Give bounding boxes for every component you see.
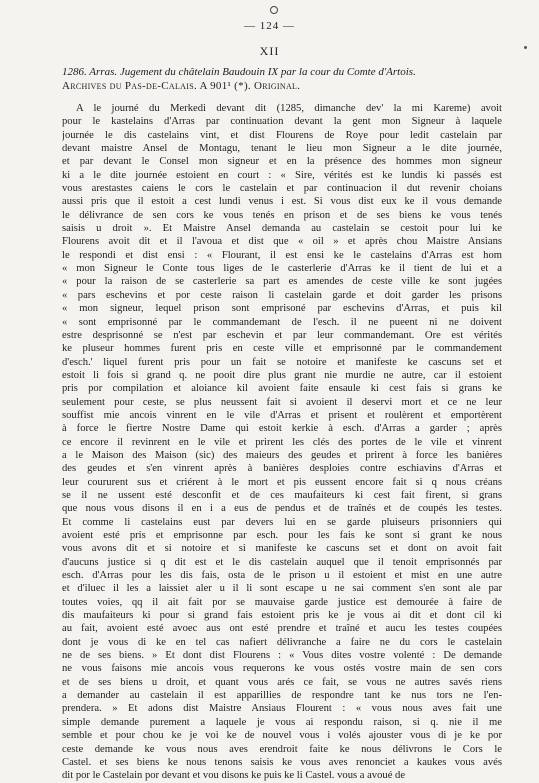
text-line: ne vous faisons mie ancois vous requerons ke vous ostés vostre main de sen cors (62, 663, 502, 675)
text-line: et par devant le Consel mon signeur et en la présence des hommes mon signeur (62, 156, 502, 168)
text-line: estre desprisonné se n'est par eschevin et par leur commandemant. Ore est vérités (62, 329, 502, 341)
text-line: que nous vous disons il en i a eus de pendus et de traînés et de coupés les testes. (62, 503, 502, 515)
text-line: ke pluseur hommes furent pris en ceste ville et emprisonné par le commandement (62, 343, 502, 355)
text-line: vous avons dit et si notoire et si manifeste ke cascuns set et dont on avoit fait (62, 543, 502, 555)
text-line: Et comme li castelains eust par devers lui en se garde pluiseurs prisonniers qui (62, 516, 502, 528)
text-line: ceste demande ke vous nous aves erendroit faite ke nous délivrons le Cors le (62, 743, 502, 755)
text-line: ce encore il revinrent en le vile et prirent les clés des portes de le vile et vinrent (62, 436, 502, 448)
text-line: saisis u droit ». Et Maistre Ansel demanda au castelain se cestoit pour lui ke (62, 223, 502, 235)
text-line: leur coururent sus et criérent à le mort et pis eussent encore fait si q nous créans (62, 476, 502, 488)
text-line: « mon Signeur le Conte tous liges de le casterlerie d'Arras ke il tient de lui et a (62, 263, 502, 275)
text-line: a demander au castelain il est apparillies de respondre tant ke nus tors ne l'en- (62, 690, 502, 702)
text-line: se il ne ussent esté desconfit et de ces maufaiteurs ki cest fait firent, si grans (62, 489, 502, 501)
text-line: esch. d'Arras pour les dis fais, osta de le prison u il estoient et mist en une autre (62, 570, 502, 582)
text-line: au fait, avoient esté avoec aus ont esté prendre et traîné et aucu les testes coupées (62, 623, 502, 635)
text-line: « mon signeur, lequel prison sont emprisoné par eschevins d'Arras, et puis kil (62, 303, 502, 315)
heading-title: 1286. Arras. Jugement du châtelain Baudouin IX par la cour du Comte d'Artois. (62, 66, 416, 78)
heading-source: Archives du Pas-de-Calais. A 901¹ (*). Original. (62, 79, 301, 92)
text-line: Castel. et ses biens ke nous tenons saisis ke vous aves renonciet a kaukes vous avés (62, 756, 502, 768)
text-line: et d'iluec il les a laissiet aler u il li sont escape u ne sai comment s'en sont ale par (62, 583, 502, 595)
text-line: le délivrance de sen cors ke vous tenés en prison et de ses biens ke vous tenés (62, 209, 502, 221)
text-line: simple demande purement a laquele je vous ai respondu raison, si q. nie il me (62, 716, 502, 728)
text-line: a le Maison des Maison (sic) des maieurs des geudes et prirent à force les banières (62, 449, 502, 461)
text-line: souffist mie ancois vinrent en le vile d'Arras et prisent et roulèrent et emportèrent (62, 409, 502, 421)
text-line: dis maufaiteurs ki pour si grand fais estoient pris ke je vous ai dit et dont cil ki (62, 610, 502, 622)
text-line: avoient esté pris et emprisonne par esch. pour les fais ke sont si grant ke nous (62, 530, 502, 541)
text-line: semble et pour chou ke je voi ke de nouvel vous i volés ajouster vous di je ke por (62, 730, 502, 742)
text-line: estoit li fois si grand q. ne pooit dire plus grant nie murdie ne autre, car il estoient (62, 369, 502, 381)
page-number: — 124 — (244, 20, 295, 32)
text-line: aussi pris que il estoit a cest lundi venus i est. Si vous dist eux ke il vous demande (62, 196, 502, 208)
text-line: toutes voies, qq il ait fait por se mauvaise garde justice est demourée à faire de (62, 596, 502, 608)
text-line: « pour la raison de se casterlerie sa part es amendes de ceste ville ke sont jugées (62, 276, 502, 288)
text-line: journée le dis castelains vint, et dist Flourens de Roye pour ledit castelain par (62, 129, 502, 141)
text-line: devant maistre Ansel de Montagu, tenant le lieu mon Signeur a le dite journée, (62, 143, 502, 155)
text-line: dit por le Castelain por devant et vou disons ke puis ke li Castel. vous a avoué de (62, 770, 406, 782)
text-line: vous arestastes caiens le cors le castelain et par continuacion il dut revenir choians (62, 183, 502, 195)
text-line: pour le kastelains d'Arras par continuation devant la gent mon Signeur à laquele (62, 116, 502, 128)
text-line: prendera. » Et adons dist Maistre Ansiaus Flourent : « vous nous aves fait une (62, 703, 502, 715)
text-line: des geudes et s'en vinrent après à banières desploies contre eschiavins d'Arras et (62, 463, 502, 475)
text-line: pris por compilation et aloiance kil avoient faite ensaule ki cest fais si grans ke (62, 383, 502, 395)
text-line: Flourens avoit dit et il l'avoua et dist que « oil » et après chou Maistre Ansians (62, 236, 502, 248)
text-line: ki a le dite journée estoient en court : « Sire, vérités est ke lundis ki passés est (62, 169, 502, 181)
text-line: le respondi et dist ensi : « Flourant, il est ensi ke le castelains d'Arras est hom (62, 249, 502, 261)
text-line: d'aucuns justice si q dit est et le dis castelain auquel que il tenoit emprisonnés par (62, 556, 502, 568)
body-text (62, 102, 502, 783)
text-line: ne de ses biens. » Et dont dist Flourens : « Vous dites vostre volenté : De demande (62, 650, 502, 662)
text-line: « pars eschevins et por ceste raison li castelain garde et doit garder les prisons (62, 289, 502, 301)
text-line: et de ses biens u droit, et quant vous arés ce fait, se vous ne autres savés riens (62, 676, 502, 688)
text-line: à force le fiertre Nostre Dame qui estoit kerkie à esch. d'Arras a garder ; après (62, 423, 502, 435)
text-line: « sont emprisonné par le commandemant de l'esch. il ne pueent ni ne doivent (62, 316, 502, 328)
text-line: dont je vous di ke en tel cas nafiert délivranche a faire ne du cors le castelain (62, 636, 502, 648)
text-line: seulement pour ceste, se plus neussent fait si avoient il deservi mort et ce ne leur (62, 396, 502, 408)
document-heading (62, 66, 502, 93)
text-line: A le journé du Merkedi devant dit (1285, dimanche dev' la mi Kareme) avoit (76, 103, 502, 114)
text-line: d'esch.' liquel furent pris pour un fait se notoire et manifeste ke cascuns set et (62, 356, 502, 368)
page-mark (270, 6, 278, 14)
chapter-number: XII (259, 44, 280, 58)
